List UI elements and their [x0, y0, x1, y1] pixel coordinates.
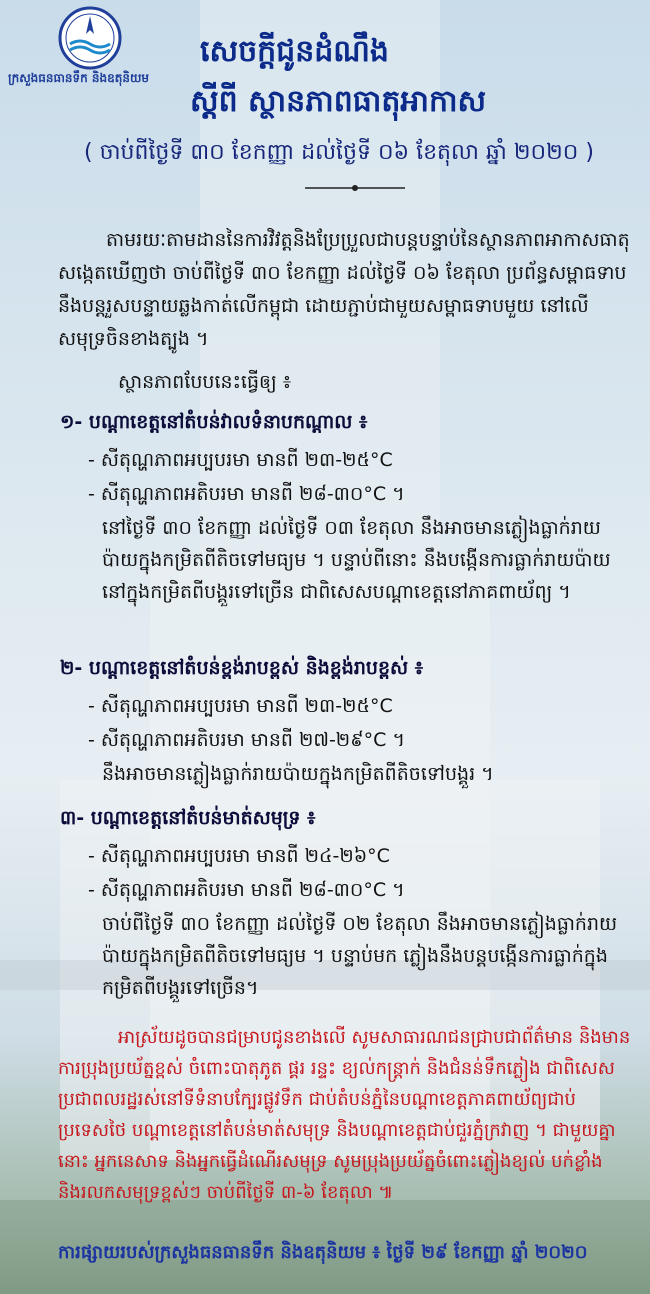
section-3-note: ចាប់ពីថ្ងៃទី ៣០ ខែកញ្ញា ដល់ថ្ងៃទី ០២ ខែតុលា នឹងអាចមានភ្លៀងធ្លាក់រាយប៉ាយក្នុងកម្រិតពីតិចទៅមធ្យម ។ បន្ទាប់មក ភ្លៀងនឹងបន្តបង្កើនការធ្លាក់ក្នុងកម្រិតពីបង្គួរទៅច្រើន។ — [102, 913, 618, 999]
section-2-note: នឹងអាចមានភ្លៀងធ្លាក់រាយប៉ាយក្នុងកម្រិតពីតិចទៅបង្គួរ ។ — [102, 763, 494, 785]
section-3-max-temp: - សីតុណ្ហភាពអតិបរមា មានពី ២៨-៣០°C ។ — [88, 879, 405, 901]
section-2-max-temp: - សីតុណ្ហភាពអតិបរមា មានពី ២៧-២៩°C ។ — [88, 729, 405, 751]
publication-footer: ការផ្សាយរបស់ក្រសួងធនធានទឹក និងឧតុនិយម ៖ ថ្ងៃទី ២៩ ខែកញ្ញា ឆ្នាំ ២០២០ — [58, 1242, 588, 1263]
ministry-name: ក្រសួងធនធានទឹក និងឧតុនិយម — [8, 71, 150, 85]
notice-title: សេចក្ដីជូនដំណឹង — [200, 34, 389, 69]
intro-paragraph: តាមរយៈតាមដាននៃការវិវត្តនិងប្រែប្រួលជាបន្តបន្ទាប់នៃស្ថានភាពអាកាសធាតុ សង្កេតឃើញថា ចាប់ពីថ្ងៃទី ៣០ ខែកញ្ញា ដល់ថ្ងៃទី ០៦ ខែតុលា ប្រព័ន្ធសម្ពាធទាប នឹងបន្តរួសបន្ទាយឆ្លងកាត់លើកម្ពុជា ដោយភ្ជាប់ជាមួយសម្ពាធទាបមួយ នៅលើសមុទ្រចិនខាងត្បូង ។ — [58, 229, 630, 350]
closing-warning-paragraph: អាស្រ័យដូចបានជម្រាបជូនខាងលើ សូមសាធារណជនជ្រាបជាព័ត៌មាន និងមានការប្រុងប្រយ័ត្នខ្ពស់ ចំពោះបាតុភូត ផ្គរ រន្ទះ ខ្យល់កន្ត្រាក់ និងជំនន់ទឹកភ្លៀង ជាពិសេសប្រជាពលរដ្ឋរស់នៅទីទំនាបក្បែរផ្លូវទឹក ជាប់តំបន់ភ្នំនៃបណ្ដាខេត្តភាគពាយ័ព្យជាប់ប្រទេសថៃ បណ្ដាខេត្តនៅតំបន់មាត់សមុទ្រ និងបណ្ដាខេត្តជាប់ជួរភ្នំក្រវាញ ។ ជាមួយគ្នានោះ អ្នកនេសាទ និងអ្នកធ្វើដំណើរសមុទ្រ សូមប្រុងប្រយ័ត្នចំពោះភ្លៀងខ្យល់ បក់ខ្លាំង និងរលកសមុទ្រខ្ពស់ៗ ចាប់ពីថ្ងៃទី ៣-៦ ខែតុលា ៕ — [58, 1027, 631, 1203]
lead-sentence: ស្ថានភាពបែបនេះធ្វើឲ្យ ៖ — [118, 371, 292, 393]
notice-subject: ស្ដីពី ស្ថានភាពធាតុអាកាស — [190, 84, 487, 119]
section-1-note: នៅថ្ងៃទី ៣០ ខែកញ្ញា ដល់ថ្ងៃទី ០៣ ខែតុលា នឹងអាចមានភ្លៀងធ្លាក់រាយប៉ាយក្នុងកម្រិតពីតិចទៅមធ្យម ។ បន្ទាប់ពីនោះ នឹងបង្កើនការធ្លាក់រាយប៉ាយនៅក្នុងកម្រិតពីបង្គួរទៅច្រើន ជាពិសេសបណ្ដាខេត្តនៅភាគពាយ័ព្យ ។ — [102, 517, 611, 603]
section-3-min-temp: - សីតុណ្ហភាពអប្បបរមា មានពី ២៤-២៦°C — [88, 845, 390, 867]
ornament-divider — [300, 182, 410, 194]
notice-period: ( ចាប់ពីថ្ងៃទី ៣០ ខែកញ្ញា ដល់ថ្ងៃទី ០៦ ខែតុលា ឆ្នាំ ២០២០ ) — [84, 140, 594, 165]
ministry-logo-icon — [50, 6, 130, 70]
section-1-max-temp: - សីតុណ្ហភាពអតិបរមា មានពី ២៨-៣០°C ។ — [88, 483, 405, 505]
section-2-min-temp: - សីតុណ្ហភាពអប្បបរមា មានពី ២៣-២៥°C — [88, 695, 393, 717]
section-3-heading: ៣- បណ្ដាខេត្តនៅតំបន់មាត់សមុទ្រ ៖ — [60, 807, 316, 829]
section-1-heading: ១- បណ្ដាខេត្តនៅតំបន់វាលទំនាបកណ្ដាល ៖ — [60, 411, 368, 433]
section-1-min-temp: - សីតុណ្ហភាពអប្បបរមា មានពី ២៣-២៥°C — [88, 449, 393, 471]
section-2-heading: ២- បណ្ដាខេត្តនៅតំបន់ខ្ពង់រាបខ្ពស់ និងខ្ពង់រាបខ្ពស់ ៖ — [60, 657, 424, 679]
